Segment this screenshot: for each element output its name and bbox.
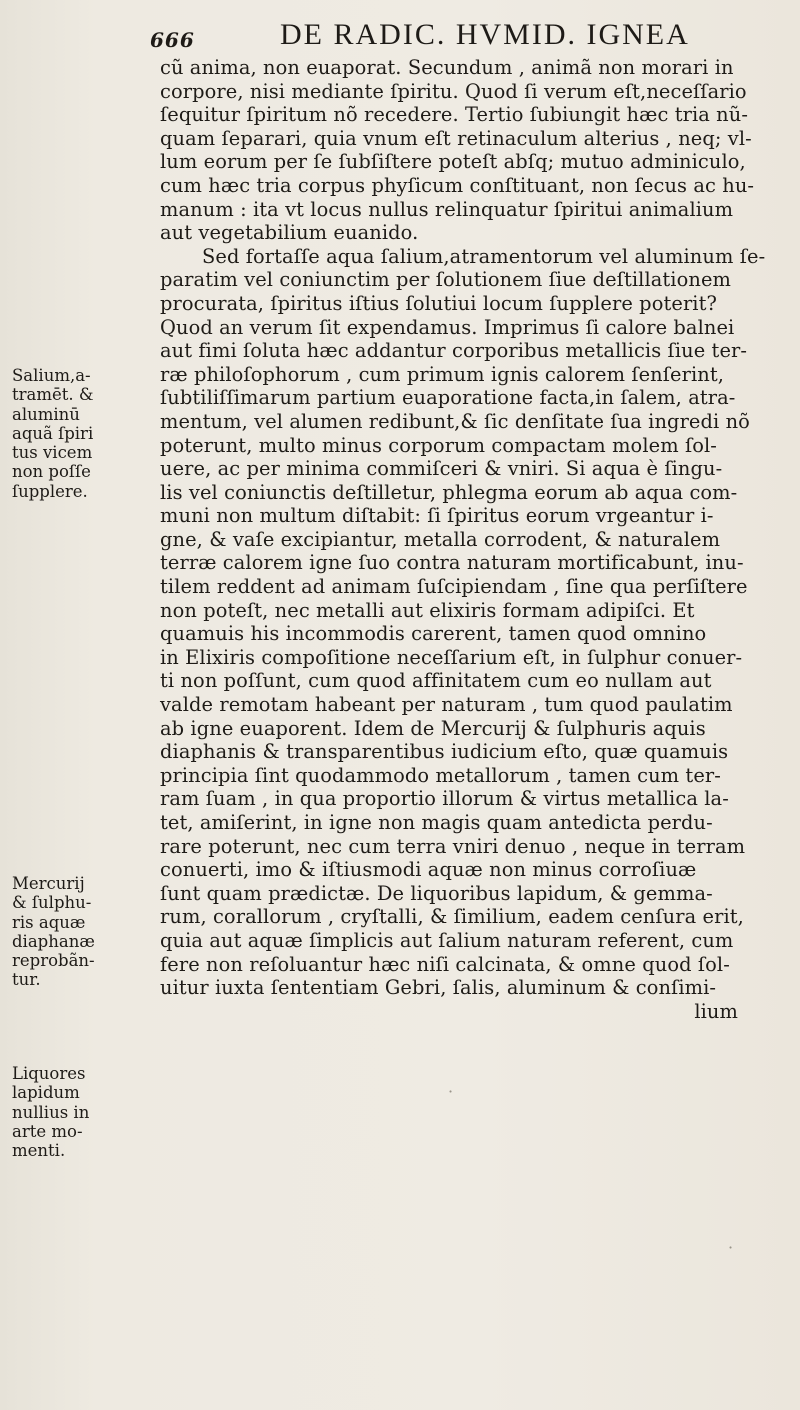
text-line: conuerti, imo & iſtiusmodi aquæ non minus corroſiuæ (160, 858, 697, 882)
text-line: rare poterunt, nec cum terra vniri denuo , neque in terram (160, 834, 746, 858)
text-line: tilem reddent ad animam ſuſcipiendam , ſine qua perſiſtere (160, 575, 748, 599)
margin-note-line: arte mo- (12, 1121, 83, 1141)
text-line: tet, amiſerint, in igne non magis quam antedicta perdu- (160, 811, 713, 834)
text-line: corpore, nisi mediante ſpiritu. Quod ſi verum eſt,neceſſario (160, 79, 747, 103)
text-line: in Elixiris compoſitione neceſſarium eſt, in ſulphur conuer- (160, 645, 743, 669)
margin-note-line: & ſulphu- (12, 893, 92, 913)
text-line: procurata, ſpiritus iſtius ſolutiui locum ſupplere poterit? (160, 291, 717, 315)
margin-note-line: lapidum (12, 1083, 80, 1103)
text-line: non poteſt, nec metalli aut elixiris formam adipiſci. Et (160, 598, 695, 622)
margin-note-liquores (12, 1064, 132, 1160)
text-line: valde remotam habeant per naturam , tum quod paulatim (160, 693, 733, 717)
paragraph-start-line: Sed fortaſſe aqua ſalium,atramentorum vel aluminum ſe- (202, 244, 766, 268)
text-line: uere, ac per minima commiſceri & vniri. Si aqua è ſingu- (160, 457, 723, 481)
margin-note-line: aquã ſpiri (12, 423, 94, 443)
text-line: quam ſeparari, quia vnum eſt retinaculum alterius , neq; vl- (160, 126, 752, 150)
text-line: uitur iuxta ſententiam Gebri, ſalis, aluminum & conſimi- (160, 976, 717, 1000)
main-text-block (160, 56, 766, 1023)
margin-note-line: non poſſe (12, 462, 91, 482)
text-line: cum hæc tria corpus phyſicum conſtituant, non ſecus ac hu- (160, 173, 755, 197)
margin-note-salium (12, 366, 132, 501)
margin-note-line: tramēt. & (12, 385, 94, 405)
margin-note-line: ris aquæ (12, 912, 86, 932)
text-line: ti non poſſunt, cum quod affinitatem cum eo nullam aut (160, 669, 712, 693)
text-line: aut fimi ſoluta hæc addantur corporibus metallicis ſiue ter- (160, 339, 748, 363)
text-line: poterunt, multo minus corporum compactam molem ſol- (160, 433, 717, 457)
text-line: gne, & vaſe excipiantur, metalla corrodent, & naturalem (160, 527, 721, 551)
margin-note-line: aluminū (12, 404, 80, 424)
margin-note-line: tur. (12, 970, 41, 990)
paper-speck: · (448, 1082, 454, 1101)
text-line: quia aut aquæ ſimplicis aut ſalium naturam referent, cum (160, 928, 734, 952)
text-line: fere non reſoluantur hæc niſi calcinata, & omne quod ſol- (160, 952, 730, 976)
text-line: lis vel coniunctis deſtilletur, phlegma eorum ab aqua com- (160, 480, 738, 504)
text-line: manum : ita vt locus nullus relinquatur ſpiritui animalium (160, 197, 734, 221)
margin-note-line: tus vicem (12, 443, 93, 463)
text-line: Quod an verum ſit expendamus. Imprimus ſi calore balnei (160, 315, 735, 339)
text-line: diaphanis & transparentibus iudicium eſto, quæ quamuis (160, 740, 729, 764)
margin-note-mercurij (12, 874, 132, 990)
text-line: principia ſint quodammodo metallorum , tamen cum ter- (160, 763, 721, 787)
running-title: DE RADIC. HVMID. IGNEA (280, 18, 690, 51)
margin-note-line: reprobãn- (12, 951, 95, 971)
page-header (150, 18, 750, 58)
text-line: ram ſuam , in qua proportio illorum & virtus metallica la- (160, 787, 729, 811)
text-line: mentum, vel alumen redibunt,& ſic denſitate ſua ingredi nõ (160, 409, 750, 433)
margin-note-line: menti. (12, 1141, 66, 1161)
text-line: terræ calorem igne ſuo contra naturam mortificabunt, inu- (160, 551, 744, 575)
text-line: ræ philoſophorum , cum primum ignis calorem ſenſerint, (160, 362, 725, 386)
text-line: ab igne euaporent. Idem de Mercurij & ſulphuris aquis (160, 716, 706, 740)
text-line: ſunt quam prædictæ. De liquoribus lapidum, & gemma- (160, 881, 713, 905)
text-line: cũ anima, non euaporat. Secundum , animã non morari in (160, 56, 734, 79)
margin-note-line: Liquores (12, 1064, 86, 1083)
text-line: lum eorum per ſe ſubſiſtere poteſt abſq; mutuo adminiculo, (160, 150, 746, 174)
paper-speck: · (728, 1238, 734, 1257)
text-line: ſubtiliſſimarum partium euaporatione facta,in ſalem, atra- (160, 386, 736, 410)
margin-note-line: diaphanæ (12, 931, 95, 951)
margin-note-line: Mercurij (12, 874, 85, 893)
text-line: muni non multum diſtabit: ſi ſpiritus eorum vrgeantur i- (160, 504, 714, 528)
margin-note-line: nullius in (12, 1102, 90, 1122)
margin-note-line: Salium,a- (12, 366, 91, 385)
margin-note-line: ſupplere. (12, 481, 88, 501)
catchword: lium (694, 999, 738, 1023)
text-line: quamuis his incommodis carerent, tamen quod omnino (160, 622, 707, 646)
text-line: rum, corallorum , cryſtalli, & ſimilium, eadem cenſura erit, (160, 905, 744, 929)
text-line: ſequitur ſpiritum nõ recedere. Tertio ſubiungit hæc tria nũ- (160, 103, 749, 127)
text-line: paratim vel coniunctim per ſolutionem ſiue deſtillationem (160, 268, 732, 292)
page-number: 666 (150, 28, 195, 52)
text-line: aut vegetabilium euanido. (160, 221, 419, 245)
